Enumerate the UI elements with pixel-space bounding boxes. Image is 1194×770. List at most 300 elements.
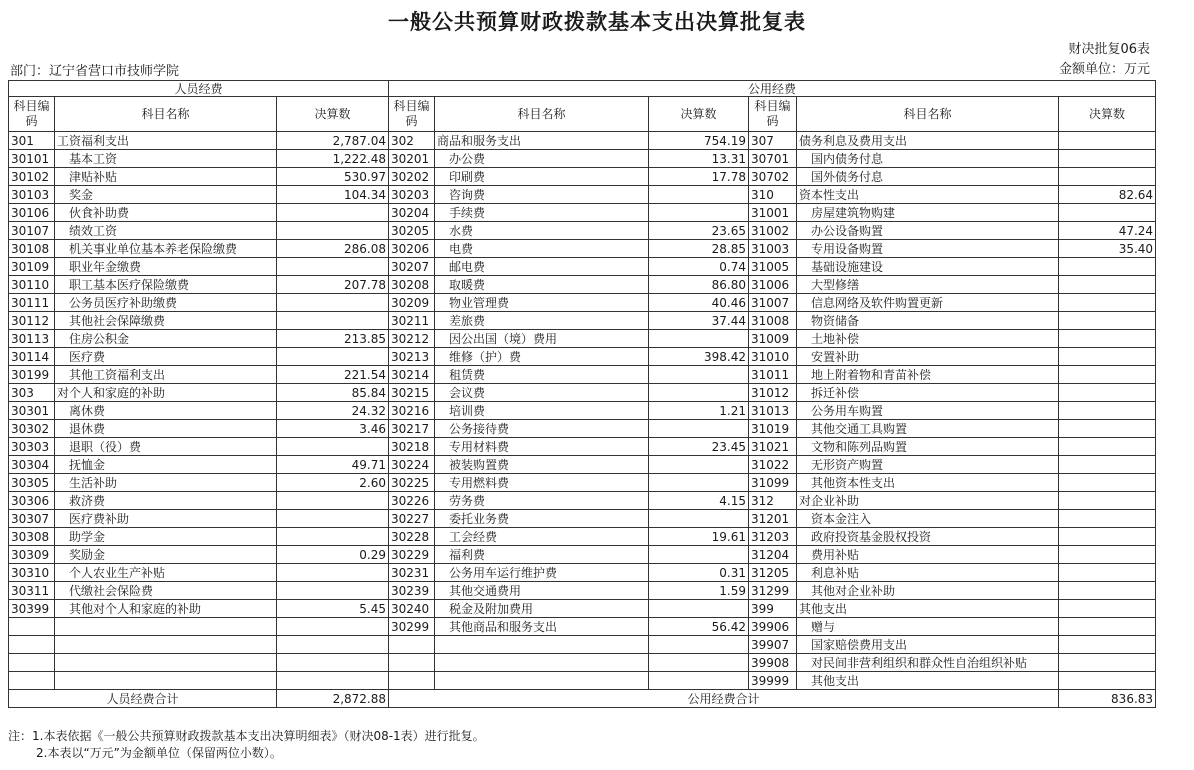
other-name: 对企业补助 [797, 492, 1059, 510]
table-row [9, 186, 1156, 204]
personnel-name: 津贴补贴 [55, 168, 277, 186]
personnel-code [9, 636, 55, 654]
other-name: 公务用车购置 [797, 402, 1059, 420]
goods-amount [649, 186, 749, 204]
personnel-amount: 104.34 [277, 186, 389, 204]
personnel-name: 医疗费 [55, 348, 277, 366]
personnel-code [9, 654, 55, 672]
goods-name: 委托业务费 [435, 510, 649, 528]
goods-code: 30218 [389, 438, 435, 456]
goods-name: 印刷费 [435, 168, 649, 186]
other-amount [1059, 438, 1156, 456]
goods-amount [649, 654, 749, 672]
public-total-label: 公用经费合计 [389, 690, 1059, 708]
other-amount [1059, 366, 1156, 384]
department-label: 部门：辽宁省营口市技师学院 [10, 64, 180, 79]
table-row [9, 528, 1156, 546]
goods-code: 30231 [389, 564, 435, 582]
personnel-code [9, 672, 55, 690]
goods-name [435, 636, 649, 654]
other-code: 31013 [749, 402, 797, 420]
personnel-amount [277, 348, 389, 366]
other-amount [1059, 618, 1156, 636]
table-row [9, 276, 1156, 294]
table-body [9, 132, 1156, 690]
personnel-amount [277, 654, 389, 672]
goods-amount: 4.15 [649, 492, 749, 510]
other-name: 办公设备购置 [797, 222, 1059, 240]
goods-name: 其他商品和服务支出 [435, 618, 649, 636]
goods-code: 30209 [389, 294, 435, 312]
personnel-name: 其他对个人和家庭的补助 [55, 600, 277, 618]
personnel-name: 退休费 [55, 420, 277, 438]
personnel-name [55, 618, 277, 636]
other-name: 赠与 [797, 618, 1059, 636]
goods-code [389, 654, 435, 672]
personnel-amount: 24.32 [277, 402, 389, 420]
goods-amount: 23.65 [649, 222, 749, 240]
personnel-name: 退职（役）费 [55, 438, 277, 456]
goods-name: 租赁费 [435, 366, 649, 384]
goods-amount: 23.45 [649, 438, 749, 456]
other-amount [1059, 132, 1156, 150]
goods-amount: 0.31 [649, 564, 749, 582]
goods-code: 30217 [389, 420, 435, 438]
goods-name: 因公出国（境）费用 [435, 330, 649, 348]
other-name: 资本金注入 [797, 510, 1059, 528]
goods-name: 差旅费 [435, 312, 649, 330]
personnel-amount: 2,787.04 [277, 132, 389, 150]
goods-code: 30299 [389, 618, 435, 636]
group-public: 公用经费 [389, 81, 1156, 97]
table-row [9, 492, 1156, 510]
other-name: 政府投资基金股权投资 [797, 528, 1059, 546]
other-code: 39908 [749, 654, 797, 672]
other-amount [1059, 528, 1156, 546]
goods-code: 30201 [389, 150, 435, 168]
personnel-code: 30302 [9, 420, 55, 438]
table-row [9, 168, 1156, 186]
other-code: 39906 [749, 618, 797, 636]
other-name: 安置补助 [797, 348, 1059, 366]
goods-code: 302 [389, 132, 435, 150]
personnel-code [9, 618, 55, 636]
personnel-code: 30309 [9, 546, 55, 564]
goods-amount [649, 672, 749, 690]
personnel-amount [277, 204, 389, 222]
other-amount [1059, 582, 1156, 600]
goods-amount: 754.19 [649, 132, 749, 150]
other-code: 30702 [749, 168, 797, 186]
other-name: 其他支出 [797, 672, 1059, 690]
personnel-code: 30109 [9, 258, 55, 276]
goods-name: 物业管理费 [435, 294, 649, 312]
other-name: 其他资本性支出 [797, 474, 1059, 492]
goods-amount: 86.80 [649, 276, 749, 294]
goods-name: 公务接待费 [435, 420, 649, 438]
goods-code: 30211 [389, 312, 435, 330]
personnel-amount: 221.54 [277, 366, 389, 384]
table-row [9, 474, 1156, 492]
other-code: 31011 [749, 366, 797, 384]
goods-amount: 13.31 [649, 150, 749, 168]
other-name: 基础设施建设 [797, 258, 1059, 276]
table-row [9, 384, 1156, 402]
other-name: 债务利息及费用支出 [797, 132, 1059, 150]
other-amount: 47.24 [1059, 222, 1156, 240]
goods-code: 30212 [389, 330, 435, 348]
goods-code: 30225 [389, 474, 435, 492]
table-row [9, 420, 1156, 438]
personnel-name: 工资福利支出 [55, 132, 277, 150]
goods-name: 专用燃料费 [435, 474, 649, 492]
goods-code: 30204 [389, 204, 435, 222]
personnel-name: 离休费 [55, 402, 277, 420]
personnel-amount [277, 672, 389, 690]
other-code: 307 [749, 132, 797, 150]
personnel-code: 30113 [9, 330, 55, 348]
personnel-name: 生活补助 [55, 474, 277, 492]
table-row [9, 600, 1156, 618]
table-row [9, 510, 1156, 528]
other-name: 其他对企业补助 [797, 582, 1059, 600]
goods-code: 30229 [389, 546, 435, 564]
personnel-amount [277, 294, 389, 312]
personnel-amount: 85.84 [277, 384, 389, 402]
totals-row [9, 690, 1156, 708]
other-name: 资本性支出 [797, 186, 1059, 204]
personnel-amount: 2.60 [277, 474, 389, 492]
table-row [9, 456, 1156, 474]
personnel-amount: 213.85 [277, 330, 389, 348]
other-name: 国内债务付息 [797, 150, 1059, 168]
personnel-code: 30106 [9, 204, 55, 222]
personnel-amount [277, 582, 389, 600]
other-name: 土地补偿 [797, 330, 1059, 348]
goods-code: 30239 [389, 582, 435, 600]
header-code: 科目编码 [389, 97, 435, 132]
personnel-name: 抚恤金 [55, 456, 277, 474]
column-header-row [9, 97, 1156, 132]
personnel-code: 30399 [9, 600, 55, 618]
personnel-name: 对个人和家庭的补助 [55, 384, 277, 402]
personnel-amount [277, 528, 389, 546]
personnel-name [55, 672, 277, 690]
other-amount [1059, 276, 1156, 294]
other-code: 31003 [749, 240, 797, 258]
goods-code: 30216 [389, 402, 435, 420]
goods-code: 30207 [389, 258, 435, 276]
personnel-name [55, 636, 277, 654]
personnel-name: 奖励金 [55, 546, 277, 564]
goods-code: 30208 [389, 276, 435, 294]
goods-name [435, 672, 649, 690]
goods-amount [649, 636, 749, 654]
other-amount [1059, 564, 1156, 582]
header-code: 科目编码 [749, 97, 797, 132]
goods-name: 会议费 [435, 384, 649, 402]
other-code: 31019 [749, 420, 797, 438]
goods-name: 取暖费 [435, 276, 649, 294]
other-amount [1059, 312, 1156, 330]
goods-code: 30206 [389, 240, 435, 258]
header-code: 科目编码 [9, 97, 55, 132]
goods-amount [649, 510, 749, 528]
goods-name: 咨询费 [435, 186, 649, 204]
personnel-amount [277, 492, 389, 510]
personnel-name: 医疗费补助 [55, 510, 277, 528]
personnel-code: 30301 [9, 402, 55, 420]
personnel-code: 30310 [9, 564, 55, 582]
personnel-amount [277, 222, 389, 240]
personnel-name: 代缴社会保险费 [55, 582, 277, 600]
personnel-code: 30311 [9, 582, 55, 600]
personnel-name [55, 654, 277, 672]
goods-amount [649, 474, 749, 492]
header-amount: 决算数 [277, 97, 389, 132]
goods-code: 30203 [389, 186, 435, 204]
goods-code: 30213 [389, 348, 435, 366]
personnel-amount: 0.29 [277, 546, 389, 564]
table-row [9, 438, 1156, 456]
other-code: 399 [749, 600, 797, 618]
goods-name: 被装购置费 [435, 456, 649, 474]
other-amount [1059, 492, 1156, 510]
table-row [9, 258, 1156, 276]
goods-name: 福利费 [435, 546, 649, 564]
personnel-name: 绩效工资 [55, 222, 277, 240]
other-amount [1059, 546, 1156, 564]
other-name: 国家赔偿费用支出 [797, 636, 1059, 654]
personnel-code: 30112 [9, 312, 55, 330]
goods-amount [649, 600, 749, 618]
table-row [9, 312, 1156, 330]
goods-amount [649, 546, 749, 564]
other-name: 房屋建筑物购建 [797, 204, 1059, 222]
personnel-amount [277, 618, 389, 636]
other-code: 31299 [749, 582, 797, 600]
personnel-name: 机关事业单位基本养老保险缴费 [55, 240, 277, 258]
goods-amount: 1.21 [649, 402, 749, 420]
other-amount [1059, 150, 1156, 168]
other-amount [1059, 420, 1156, 438]
other-code: 31009 [749, 330, 797, 348]
table-row [9, 672, 1156, 690]
personnel-amount: 3.46 [277, 420, 389, 438]
other-name: 利息补贴 [797, 564, 1059, 582]
other-code: 39999 [749, 672, 797, 690]
goods-amount: 398.42 [649, 348, 749, 366]
personnel-amount [277, 510, 389, 528]
goods-code: 30226 [389, 492, 435, 510]
goods-amount [649, 366, 749, 384]
table-row [9, 564, 1156, 582]
personnel-amount: 1,222.48 [277, 150, 389, 168]
other-code: 31204 [749, 546, 797, 564]
other-amount: 82.64 [1059, 186, 1156, 204]
header-name: 科目名称 [797, 97, 1059, 132]
personnel-amount: 49.71 [277, 456, 389, 474]
personnel-code: 30107 [9, 222, 55, 240]
table-row [9, 402, 1156, 420]
other-amount [1059, 510, 1156, 528]
other-code: 31006 [749, 276, 797, 294]
personnel-code: 30303 [9, 438, 55, 456]
goods-amount: 1.59 [649, 582, 749, 600]
group-personnel: 人员经费 [9, 81, 389, 97]
table-row [9, 204, 1156, 222]
expenditure-table [8, 80, 1156, 708]
note-2: 2.本表以“万元”为金额单位（保留两位小数）。 [36, 746, 282, 760]
goods-amount [649, 420, 749, 438]
header-amount: 决算数 [1059, 97, 1156, 132]
form-number: 财决批复06表 [1068, 42, 1150, 57]
personnel-amount: 5.45 [277, 600, 389, 618]
goods-amount: 56.42 [649, 618, 749, 636]
goods-amount: 28.85 [649, 240, 749, 258]
personnel-amount: 530.97 [277, 168, 389, 186]
other-amount [1059, 474, 1156, 492]
other-amount [1059, 294, 1156, 312]
other-code: 31012 [749, 384, 797, 402]
goods-amount: 37.44 [649, 312, 749, 330]
table-row [9, 132, 1156, 150]
personnel-code: 30304 [9, 456, 55, 474]
goods-code: 30214 [389, 366, 435, 384]
other-name: 信息网络及软件购置更新 [797, 294, 1059, 312]
personnel-amount [277, 564, 389, 582]
other-amount [1059, 204, 1156, 222]
goods-name: 水费 [435, 222, 649, 240]
goods-code: 30228 [389, 528, 435, 546]
other-code: 31021 [749, 438, 797, 456]
other-amount [1059, 330, 1156, 348]
goods-name: 培训费 [435, 402, 649, 420]
other-amount [1059, 672, 1156, 690]
other-code: 31007 [749, 294, 797, 312]
other-code: 39907 [749, 636, 797, 654]
goods-code: 30227 [389, 510, 435, 528]
personnel-total-label: 人员经费合计 [9, 690, 277, 708]
other-amount [1059, 654, 1156, 672]
personnel-name: 住房公积金 [55, 330, 277, 348]
goods-name: 其他交通费用 [435, 582, 649, 600]
table-row [9, 546, 1156, 564]
goods-amount: 40.46 [649, 294, 749, 312]
personnel-name: 个人农业生产补贴 [55, 564, 277, 582]
personnel-code: 30102 [9, 168, 55, 186]
table-row [9, 330, 1156, 348]
page-title: 一般公共预算财政拨款基本支出决算批复表 [388, 10, 806, 34]
footnotes [8, 728, 485, 762]
personnel-name: 基本工资 [55, 150, 277, 168]
personnel-total-value: 2,872.88 [277, 690, 389, 708]
goods-code: 30215 [389, 384, 435, 402]
other-code: 31201 [749, 510, 797, 528]
other-name: 其他支出 [797, 600, 1059, 618]
table-row [9, 618, 1156, 636]
table-row [9, 222, 1156, 240]
goods-code [389, 636, 435, 654]
goods-name: 手续费 [435, 204, 649, 222]
personnel-amount [277, 438, 389, 456]
goods-code: 30224 [389, 456, 435, 474]
personnel-name: 助学金 [55, 528, 277, 546]
goods-amount [649, 204, 749, 222]
other-amount [1059, 168, 1156, 186]
other-amount [1059, 636, 1156, 654]
other-name: 物资储备 [797, 312, 1059, 330]
other-amount [1059, 402, 1156, 420]
note-1: 注：1.本表依据《一般公共预算财政拨款基本支出决算明细表》（财决08-1表）进行批复。 [8, 729, 485, 743]
goods-code [389, 672, 435, 690]
goods-name: 电费 [435, 240, 649, 258]
other-name: 大型修缮 [797, 276, 1059, 294]
goods-code: 30205 [389, 222, 435, 240]
goods-name: 邮电费 [435, 258, 649, 276]
goods-code: 30202 [389, 168, 435, 186]
goods-name: 专用材料费 [435, 438, 649, 456]
goods-amount [649, 456, 749, 474]
personnel-amount: 286.08 [277, 240, 389, 258]
personnel-name: 其他社会保障缴费 [55, 312, 277, 330]
personnel-code: 30308 [9, 528, 55, 546]
table-row [9, 240, 1156, 258]
personnel-code: 30111 [9, 294, 55, 312]
personnel-code: 30114 [9, 348, 55, 366]
goods-name: 工会经费 [435, 528, 649, 546]
other-code: 31205 [749, 564, 797, 582]
other-name: 国外债务付息 [797, 168, 1059, 186]
other-code: 31002 [749, 222, 797, 240]
other-amount: 35.40 [1059, 240, 1156, 258]
other-code: 312 [749, 492, 797, 510]
personnel-code: 30199 [9, 366, 55, 384]
personnel-code: 30307 [9, 510, 55, 528]
other-name: 地上附着物和青苗补偿 [797, 366, 1059, 384]
header-name: 科目名称 [55, 97, 277, 132]
goods-name: 税金及附加费用 [435, 600, 649, 618]
other-code: 31001 [749, 204, 797, 222]
other-code: 31005 [749, 258, 797, 276]
unit-label: 金额单位：万元 [1058, 62, 1150, 77]
group-header-row [9, 81, 1156, 97]
other-amount [1059, 258, 1156, 276]
other-amount [1059, 384, 1156, 402]
table-row [9, 294, 1156, 312]
other-code: 31010 [749, 348, 797, 366]
goods-amount: 17.78 [649, 168, 749, 186]
other-name: 专用设备购置 [797, 240, 1059, 258]
other-name: 文物和陈列品购置 [797, 438, 1059, 456]
other-code: 31203 [749, 528, 797, 546]
other-name: 无形资产购置 [797, 456, 1059, 474]
personnel-amount [277, 312, 389, 330]
other-code: 30701 [749, 150, 797, 168]
personnel-code: 30306 [9, 492, 55, 510]
goods-name: 劳务费 [435, 492, 649, 510]
other-amount [1059, 348, 1156, 366]
other-amount [1059, 600, 1156, 618]
personnel-code: 30108 [9, 240, 55, 258]
table-row [9, 348, 1156, 366]
personnel-code: 301 [9, 132, 55, 150]
personnel-amount [277, 258, 389, 276]
personnel-name: 奖金 [55, 186, 277, 204]
personnel-name: 救济费 [55, 492, 277, 510]
header-name: 科目名称 [435, 97, 649, 132]
header-amount: 决算数 [649, 97, 749, 132]
